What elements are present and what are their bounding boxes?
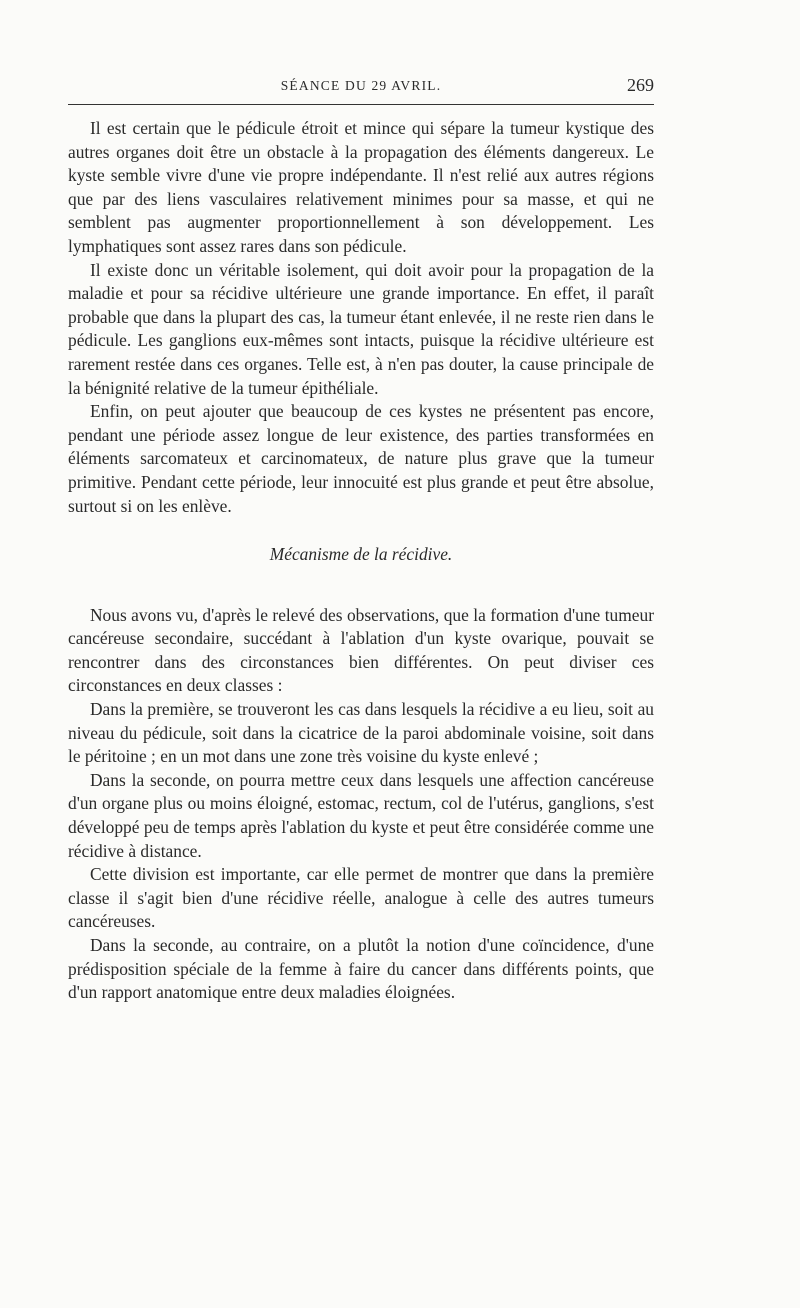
paragraph: Il est certain que le pédicule étroit et mince qui sépare la tumeur kystique des autres organes doit être un obstacle à la propagation des éléments dangereux. Le kyste semble vivre d'une vie propre indépendante. Il n'est relié aux autres régions que par des liens vasculaires relativement minimes pour sa masse, et qui ne semblent pas augmenter proportionnellement à son développement. Les lymphatiques sont assez rares dans son pédicule. (68, 118, 654, 256)
paragraph: Il existe donc un véritable isolement, qui doit avoir pour la propagation de la maladie et pour sa récidive ultérieure une grande importance. En effet, il paraît probable que dans la plupart des cas, la tumeur étant enlevée, il ne reste rien dans le pédicule. Les ganglions eux-mêmes sont intacts, puisque la récidive ultérieure est rarement restée dans ces organes. Telle est, à n'en pas douter, la cause principale de la bénignité relative de la tumeur épithéliale. (68, 259, 654, 398)
section-title: Mécanisme de la récidive. (269, 544, 453, 565)
paragraph: Dans la première, se trouveront les cas dans lesquels la récidive a eu lieu, soit au niveau du pédicule, soit dans la cicatrice de la paroi abdominale voisine, soit dans le péritoine ; en un mot dans une zone très voisine du kyste enlevé ; (68, 699, 654, 767)
page-header (68, 75, 654, 100)
paragraph: Nous avons vu, d'après le relevé des observations, que la formation d'une tumeur cancéreuse secondaire, succédant à l'ablation d'un kyste ovarique, pouvait se rencontrer dans des circonstances bien différentes. On peut diviser ces circonstances en deux classes : (68, 604, 654, 696)
running-head: SÉANCE DU 29 AVRIL. (280, 78, 442, 93)
body-text (68, 117, 654, 1005)
paragraph: Dans la seconde, au contraire, on a plutôt la notion d'une coïncidence, d'une prédisposition spéciale de la femme à faire du cancer dans différents points, que d'un rapport anatomique entre deux maladies éloignées. (68, 935, 654, 1003)
paragraph: Enfin, on peut ajouter que beaucoup de ces kystes ne présentent pas encore, pendant une période assez longue de leur existence, des parties transformées en éléments sarcomateux et carcinomateux, de nature plus grave que la tumeur primitive. Pendant cette période, leur innocuité est plus grande et peut être absolue, surtout si on les enlève. (68, 401, 654, 516)
header-rule (68, 104, 654, 105)
paragraph: Dans la seconde, on pourra mettre ceux dans lesquels une affection cancéreuse d'un organe plus ou moins éloigné, estomac, rectum, col de l'utérus, ganglions, s'est développé peu de temps après l'ablation du kyste et peut être considérée comme une récidive à distance. (68, 769, 654, 861)
paragraph: Cette division est importante, car elle permet de montrer que dans la première classe il s'agit bien d'une récidive réelle, analogue à celle des autres tumeurs cancéreuses. (68, 864, 654, 932)
page-number: 269 (627, 75, 654, 95)
